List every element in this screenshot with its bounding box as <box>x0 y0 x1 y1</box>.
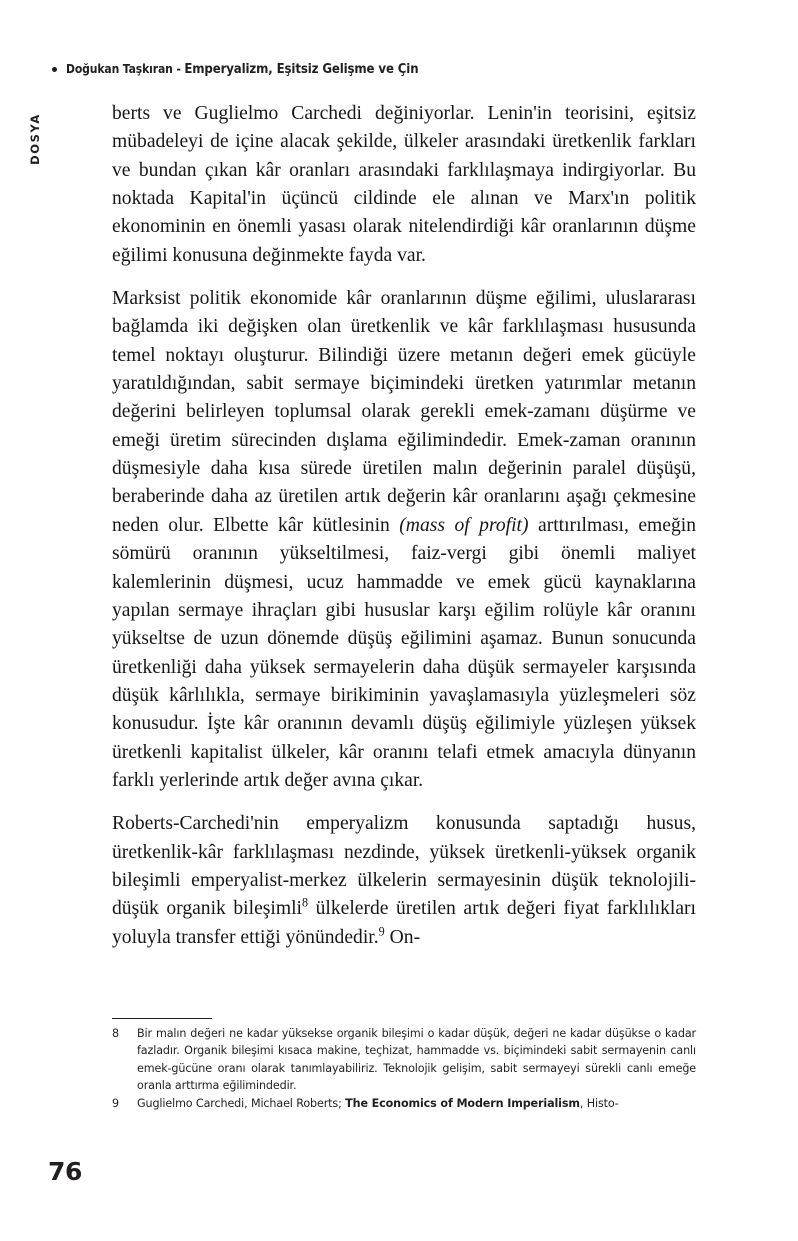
paragraph-1: berts ve Guglielmo Carchedi değiniyorlar. Lenin'in teorisini, eşitsiz mübadeleyi de içine alacak şekilde, ülkeler arasındaki üretkenlik farkları ve bundan çıkan kâr oranları arasındaki farklılaşmaya indirgiyorlar. Bu noktada Kapital'in üçüncü cildinde ele alınan ve Marx'ın politik ekonominin en önemli yasası olarak nitelendirdiği kâr oranlarının düşme eğilimi konusuna değinmekte fayda var. <box>112 103 696 266</box>
footnote-8-text: Bir malın değeri ne kadar yüksekse organik bileşimi o kadar düşük, değeri ne kadar düşükse o kadar fazladır. Organik bileşimi kısaca makine, teçhizat, hammadde vs. biçimindeki sabit sermayenin canlı emek-gücüne oranı olarak tanımlayabiliriz. Teknolojik gelişim, sabit sermayeyi sürekli canlı emeğe oranla arttırma eğilimindedir. <box>137 1027 696 1093</box>
page-number: 76 <box>48 1157 82 1186</box>
footnote-9 <box>112 1095 696 1112</box>
bullet-icon <box>52 67 57 72</box>
paragraph-2 <box>112 285 696 795</box>
footnote-9-text <box>137 1095 696 1112</box>
paragraph-2-italic-term: (mass of profit) <box>399 514 529 536</box>
footnotes-block <box>112 1018 696 1112</box>
footnote-9-book-title: The Economics of Modern Imperialism <box>345 1096 580 1110</box>
running-header-title: Emperyalizm, Eşitsiz Gelişme ve Çin <box>184 62 419 77</box>
footnote-ref-9[interactable]: 9 <box>378 924 385 939</box>
footnote-separator-rule <box>112 1018 212 1019</box>
running-header <box>52 62 467 77</box>
footnote-8 <box>112 1025 696 1095</box>
body-text-column <box>112 100 696 952</box>
paragraph-3-part-3: On- <box>384 926 421 948</box>
footnote-8-number: 8 <box>112 1027 119 1040</box>
paragraph-2-part-2: arttırılması, emeğin sömürü oranının yükseltilmesi, faiz-vergi gibi önemli maliyet kalemlerinin düşmesi, ucuz hammadde ve emek gücü kaynaklarına yapılan sermaye ihraçları gibi hususlar karşı eğilim rolüyle kâr oranını yükseltse de uzun dönemde düşüş eğilimini aşamaz. Bunun sonucunda üretkenliği daha yüksek sermayelerin daha düşük sermayeler karşısında düşük kârlılıkla, sermaye birikiminin yavaşlamasıyla yüzleşmeleri söz konusudur. İşte kâr oranının devamlı düşüş eğilimiyle yüzleşen yüksek üretkenli kapitalist ülkeler, kâr oranını telafi etmek amacıyla dünyanın farklı yerlerinde artık değer avına çıkar. <box>112 514 697 791</box>
paragraph-3-part-2: ülkelerde üretilen artık değeri fiyat farklılıkları yoluyla transfer ettiği yönündedir. <box>112 898 696 948</box>
section-tab <box>24 98 46 180</box>
footnote-9-authors: Guglielmo Carchedi, Michael Roberts; <box>137 1096 346 1110</box>
footnote-9-publisher: , Histo- <box>579 1096 619 1110</box>
section-tab-label: DOSYA <box>28 113 42 165</box>
running-header-text <box>66 62 418 77</box>
paragraph-2-part-1: Marksist politik ekonomide kâr oranlarının düşme eğilimi, uluslararası bağlamda iki değişken olan üretkenlik ve kâr farklılaşması hususunda temel noktayı oluşturur. Bilindiği üzere metanın değeri emek gücüyle yaratıldığından, sabit sermaye biçimindeki üretken yatırımlar metanın değerini belirleyen toplumsal olarak gerekli emek-zamanı düşürme ve emeği üretim sürecinden dışlama eğilimindedir. Emek-zaman oranının düşmesiyle daha kısa sürede üretilen malın değerinin paralel düşüşü, beraberinde daha az üretilen artık değerin kâr oranlarını aşağı çekmesine neden olur. Elbette kâr kütlesinin <box>112 288 696 536</box>
paragraph-3-part-1: Roberts-Carchedi'nin emperyalizm konusunda saptadığı husus, üretkenlik-kâr farklılaşması nezdinde, yüksek üretkenli-yüksek organik bileşimli emperyalist-merkez ülkelerin sermayesinin düşük teknolojili-düşük organik bileşimli <box>112 813 696 920</box>
running-header-separator: - <box>172 62 185 76</box>
footnote-9-number: 9 <box>112 1096 119 1110</box>
paragraph-3 <box>112 810 696 952</box>
footnote-ref-8[interactable]: 8 <box>301 895 309 910</box>
running-header-author: Doğukan Taşkıran <box>66 62 173 76</box>
